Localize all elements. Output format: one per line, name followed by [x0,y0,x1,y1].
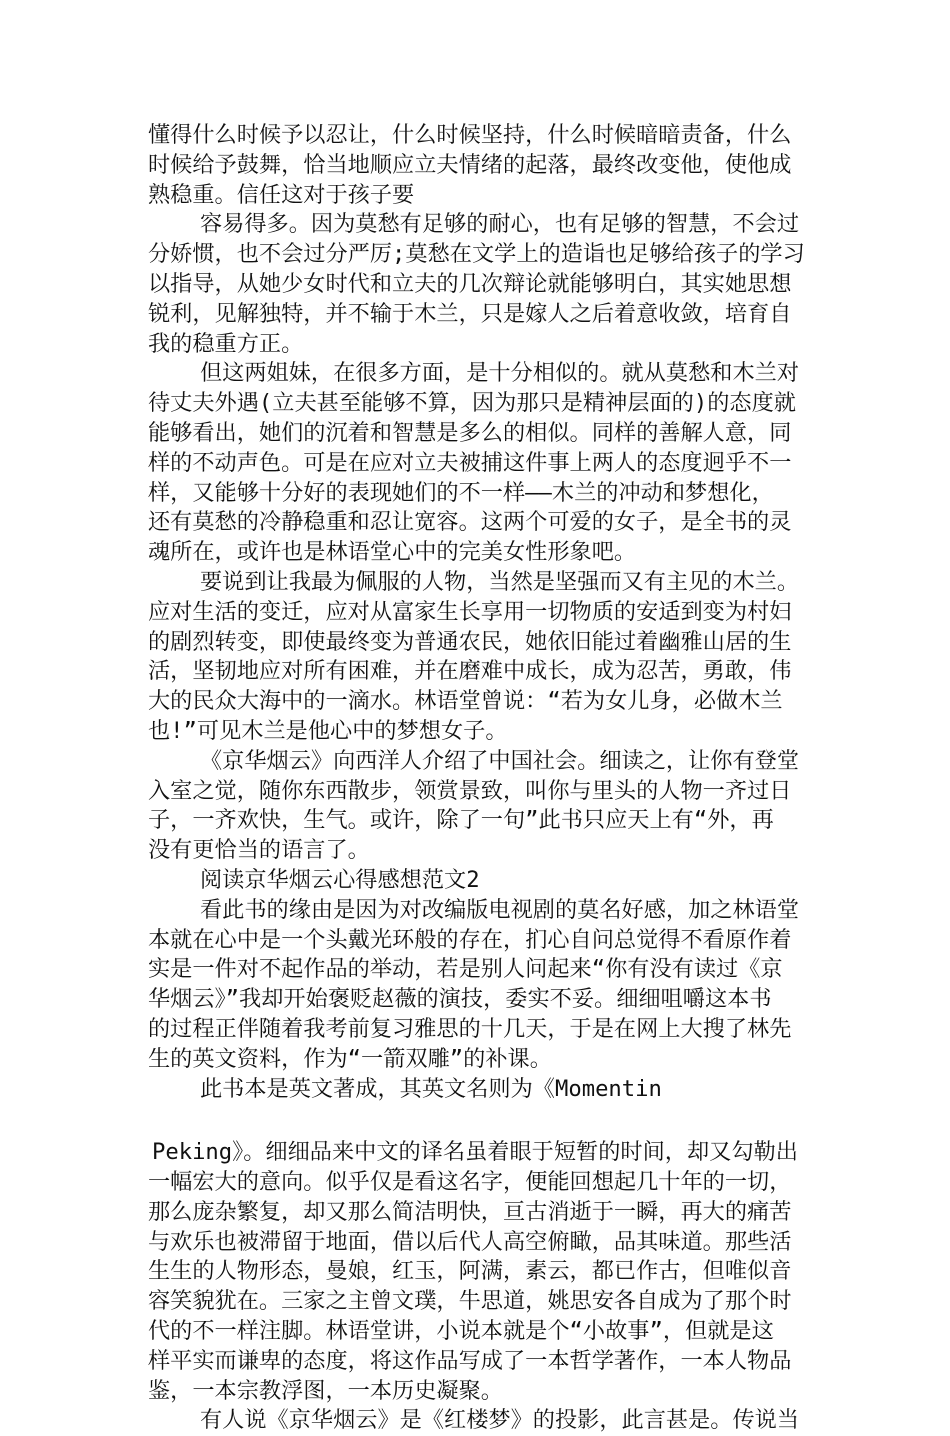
text-line: 实是一件对不起作品的举动，若是别人问起来“你有没有读过《京 [148,956,783,983]
paragraph-start: 此书本是英文著成，其英文名则为《Momentin [200,1075,662,1102]
text-line: 华烟云》”我却开始褒贬赵薇的演技，委实不妥。细细咀嚼这本书 [148,986,772,1013]
text-line: 没有更恰当的语言了。 [148,837,370,864]
text-line: 的过程正伴随着我考前复习雅思的十几天，于是在网上大搜了林先 [148,1015,792,1042]
paragraph-start: 容易得多。因为莫愁有足够的耐心，也有足够的智慧，不会过 [200,211,800,238]
text-line: Peking》。细细品来中文的译名虽着眼于短暂的时间，却又勾勒出 [152,1139,798,1166]
text-line: 入室之觉，随你东西散步，领赏景致，叫你与里头的人物一齐过日 [148,777,792,804]
text-line: 鉴，一本宗教浮图，一本历史凝聚。 [148,1377,503,1404]
text-line: 也!”可见木兰是他心中的梦想女子。 [148,717,508,744]
paragraph-start: 有人说《京华烟云》是《红楼梦》的投影，此言甚是。传说当 [200,1407,800,1434]
text-line: 本就在心中是一个头戴光环般的存在，扪心自问总觉得不看原作着 [148,926,792,953]
text-line: 大的民众大海中的一滴水。林语堂曾说：“若为女儿身，必做木兰 [148,688,783,715]
text-line: 懂得什么时候予以忍让，什么时候坚持，什么时候暗暗责备，什么 [148,122,792,148]
text-line: 与欢乐也被滞留于地面，借以后代人高空俯瞰，品其味道。那些活 [148,1228,792,1255]
document-page [148,121,808,1436]
text-line: 熟稳重。信任这对于孩子要 [148,181,415,208]
paragraph-start: 看此书的缘由是因为对改编版电视剧的莫名好感，加之林语堂 [200,896,800,923]
text-line: 样平实而谦卑的态度，将这作品写成了一本哲学著作，一本人物品 [148,1347,792,1374]
text-line: 一幅宏大的意向。似乎仅是看这名字，便能回想起几十年的一切， [148,1169,792,1196]
section-heading: 阅读京华烟云心得感想范文2 [200,866,480,893]
text-line: 魂所在，或许也是林语堂心中的完美女性形象吧。 [148,539,637,566]
text-line: 分娇惯，也不会过分严厉;莫愁在文学上的造诣也足够给孩子的学习 [148,241,805,268]
text-line: 子，一齐欢快，生气。或许，除了一句”此书只应天上有“外，再 [148,807,774,834]
text-line: 应对生活的变迁，应对从富家生长享用一切物质的安适到变为村妇 [148,598,792,625]
paragraph-start: 《京华烟云》向西洋人介绍了中国社会。细读之，让你有登堂 [200,747,800,774]
text-line: 活，坚韧地应对所有困难，并在磨难中成长，成为忍苦，勇敢，伟 [148,658,792,685]
text-line: 那么庞杂繁复，却又那么简洁明快，亘古消逝于一瞬，再大的痛苦 [148,1198,792,1225]
text-line: 我的稳重方正。 [148,330,304,357]
text-line: 样，又能够十分好的表现她们的不一样——木兰的冲动和梦想化， [148,479,774,506]
paragraph-start: 要说到让我最为佩服的人物，当然是坚强而又有主见的木兰。 [200,568,800,595]
paragraph-start: 但这两姐妹，在很多方面，是十分相似的。就从莫愁和木兰对 [200,360,800,387]
text-line: 还有莫愁的冷静稳重和忍让宽容。这两个可爱的女子，是全书的灵 [148,509,792,536]
text-line: 样的不动声色。可是在应对立夫被捕这件事上两人的态度迥乎不一 [148,449,792,476]
text-line: 以指导，从她少女时代和立夫的几次辩论就能够明白，其实她思想 [148,270,792,297]
text-line: 生的英文资料，作为“一箭双雕”的补课。 [148,1045,552,1072]
paragraph-gap [148,1104,808,1138]
text-line: 生生的人物形态，曼娘，红玉，阿满，素云，都已作古，但唯似音 [148,1258,792,1285]
text-line: 的剧烈转变，即使最终变为普通农民，她依旧能过着幽雅山居的生 [148,628,792,655]
text-line: 能够看出，她们的沉着和智慧是多么的相似。同样的善解人意，同 [148,419,792,446]
text-line: 时候给予鼓舞，恰当地顺应立夫情绪的起落，最终改变他，使他成 [148,151,792,178]
text-line: 待丈夫外遇(立夫甚至能够不算，因为那只是精神层面的)的态度就 [148,390,796,417]
text-line: 锐利，见解独特，并不输于木兰，只是嫁人之后着意收敛，培育自 [148,300,792,327]
text-line: 容笑貌犹在。三家之主曾文璞，牛思道，姚思安各自成为了那个时 [148,1288,792,1315]
text-line: 代的不一样注脚。林语堂讲，小说本就是个“小故事”，但就是这 [148,1318,774,1345]
